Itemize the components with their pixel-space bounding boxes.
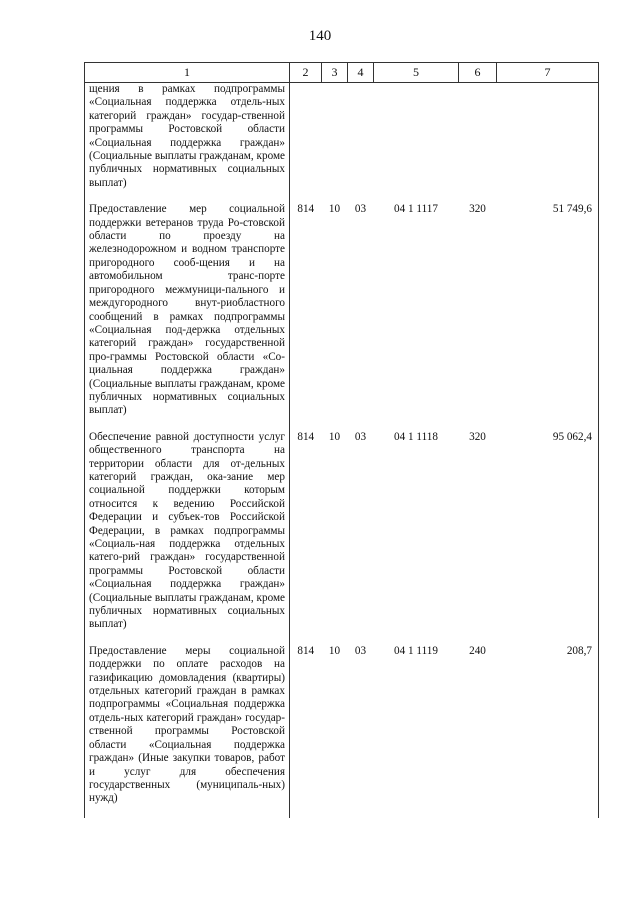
row-description: щения в рамках подпрограммы «Социальная поддержка отдель-ных категорий граждан» государ-ственной программы Ростовской области «Социальная поддержка граждан» (Социальные выплаты гражданам, кроме публичных нормативных социальных выплат)	[85, 83, 290, 203]
table-row	[85, 644, 599, 818]
row-subsection: 03	[354, 644, 367, 657]
row-target-item: 04 1 1119	[394, 644, 438, 657]
row-ministry-code	[290, 83, 322, 203]
table-row	[85, 83, 599, 203]
row-section: 10	[328, 203, 341, 216]
row-target-item: 04 1 1118	[394, 430, 438, 443]
row-expense-type: 240	[469, 644, 486, 657]
row-subsection	[348, 83, 374, 203]
header-col-3: 3	[322, 63, 348, 83]
budget-table	[84, 62, 599, 818]
row-amount: 51 749,6	[497, 202, 599, 430]
header-col-5: 5	[374, 63, 459, 83]
header-col-6: 6	[459, 63, 497, 83]
row-amount: 208,7	[497, 644, 599, 818]
header-col-7: 7	[497, 63, 599, 83]
header-col-4: 4	[348, 63, 374, 83]
row-section: 10	[328, 430, 341, 443]
row-expense-type	[459, 83, 497, 203]
row-description: Предоставление меры социальной поддержки по оплате расходов на газификацию домовладения (квартиры) отдельных категорий граждан в рамках подпрограммы «Социальная поддержка отдель-ных категорий граждан» государ-ственной программы Ростовской области «Социальная поддержка граждан» (Иные закупки товаров, работ и услуг для обеспечения государственных (муниципаль-ных) нужд)	[85, 644, 290, 818]
page-number: 140	[308, 28, 332, 44]
row-expense-type: 320	[469, 203, 486, 216]
table-header	[85, 63, 599, 83]
row-ministry-code: 814	[290, 202, 322, 430]
row-description: Предоставление мер социальной поддержки ветеранов труда Ро-стовской области по проезду на железнодорожном и водном транспорте пригородного сооб-щения и на автомобильном транс-порте пригородного межмуници-пального и междугородного внут-риобластного сообщений в рамках подпрограммы «Социальная под-держка отдельных категорий граждан» государственной про-граммы Ростовской области «Со-циальная поддержка граждан» (Социальные выплаты гражданам, кроме публичных нормативных социальных выплат)	[85, 202, 290, 430]
row-amount: 95 062,4	[497, 430, 599, 644]
row-amount	[497, 83, 599, 203]
row-subsection: 03	[354, 430, 367, 443]
row-target-item: 04 1 1117	[394, 203, 438, 216]
row-description: Обеспечение равной доступности услуг общественного транспорта на территории области для от-дельных категорий граждан, ока-зание мер социальной поддержки которым относится к ведению Российской Федерации и субъек-тов Российской Федерации, в рамках подпрограммы «Социаль-ная поддержка отдельных катего-рий граждан» государственной программы Ростовской области «Социальная поддержка граждан» (Социальные выплаты гражданам, кроме публичных нормативных социальных выплат)	[85, 430, 290, 644]
header-col-1: 1	[85, 63, 290, 83]
row-section	[322, 83, 348, 203]
row-ministry-code: 814	[290, 430, 322, 644]
header-col-2: 2	[290, 63, 322, 83]
row-expense-type: 320	[469, 430, 486, 443]
row-ministry-code: 814	[290, 644, 322, 818]
table-row	[85, 202, 599, 430]
row-subsection: 03	[354, 203, 367, 216]
row-section: 10	[328, 644, 341, 657]
table-row	[85, 430, 599, 644]
row-target-item	[374, 83, 459, 203]
